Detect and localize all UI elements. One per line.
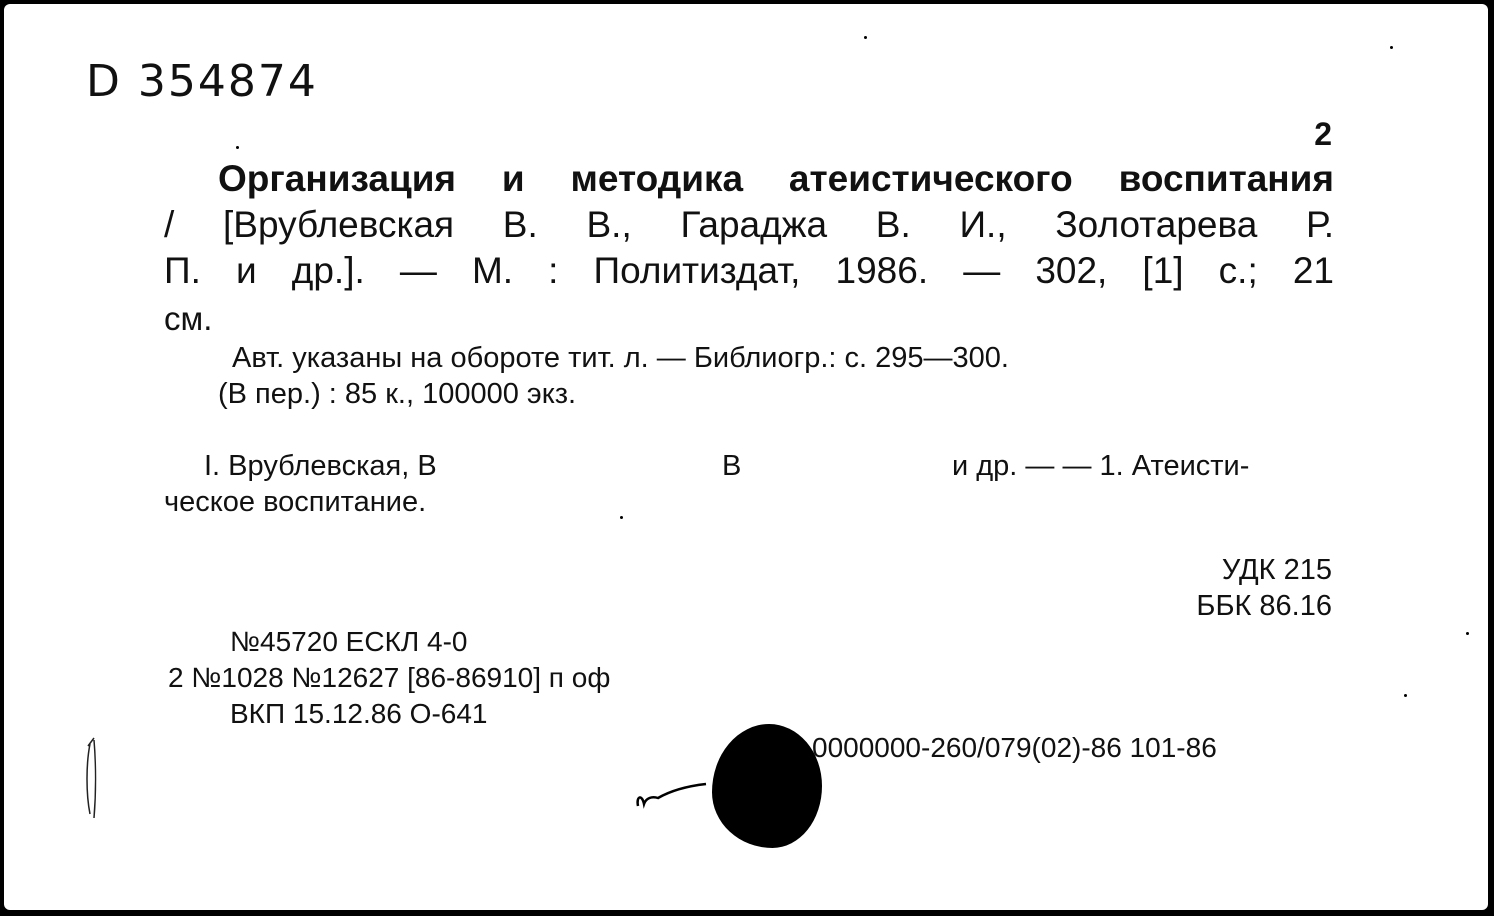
- print-code-2: 2 №1028 №12627 [86-86910] п оф: [168, 662, 611, 693]
- responsibility-line-3: см.: [164, 300, 213, 337]
- ink-blot: [712, 724, 822, 848]
- note-1: Авт. указаны на обороте тит. л. — Библиогр.: с. 295—300.: [232, 342, 1009, 374]
- book-title: Организация и методика атеистического воспитания: [218, 158, 1334, 199]
- speck: [1466, 632, 1469, 635]
- handwritten-number: D 354874: [86, 56, 318, 107]
- speck: [864, 36, 867, 39]
- speck: [620, 516, 623, 519]
- responsibility-line-1: / [Врублевская В. В., Гараджа В. И., Золотарева Р.: [164, 204, 1334, 245]
- pencil-mark-icon: [82, 734, 106, 824]
- pen-scribble-icon: [632, 774, 712, 814]
- catalog-card: [4, 4, 1488, 910]
- print-code-3: ВКП 15.12.86 О-641: [230, 698, 488, 729]
- tracing-initial: В: [722, 450, 742, 482]
- corner-number: 2: [1314, 116, 1332, 152]
- udk-code: УДК 215: [1221, 554, 1332, 586]
- tracing-subject-continued: ческое воспитание.: [164, 486, 427, 518]
- print-code-4: 0000000-260/079(02)-86 101-86: [812, 732, 1217, 763]
- responsibility-line-2: П. и др.]. — М. : Политиздат, 1986. — 302, [1] с.; 21: [164, 250, 1334, 291]
- tracing-author: I. Врублевская, В: [204, 450, 437, 482]
- bbk-code: ББК 86.16: [1196, 590, 1332, 622]
- speck: [1390, 46, 1393, 49]
- print-code-1: №45720 ЕСКЛ 4-0: [230, 626, 468, 657]
- speck: [236, 146, 239, 149]
- tracing-subject: и др. — — 1. Атеисти-: [952, 450, 1250, 482]
- note-2: (В пер.) : 85 к., 100000 экз.: [218, 378, 577, 410]
- speck: [1404, 694, 1407, 697]
